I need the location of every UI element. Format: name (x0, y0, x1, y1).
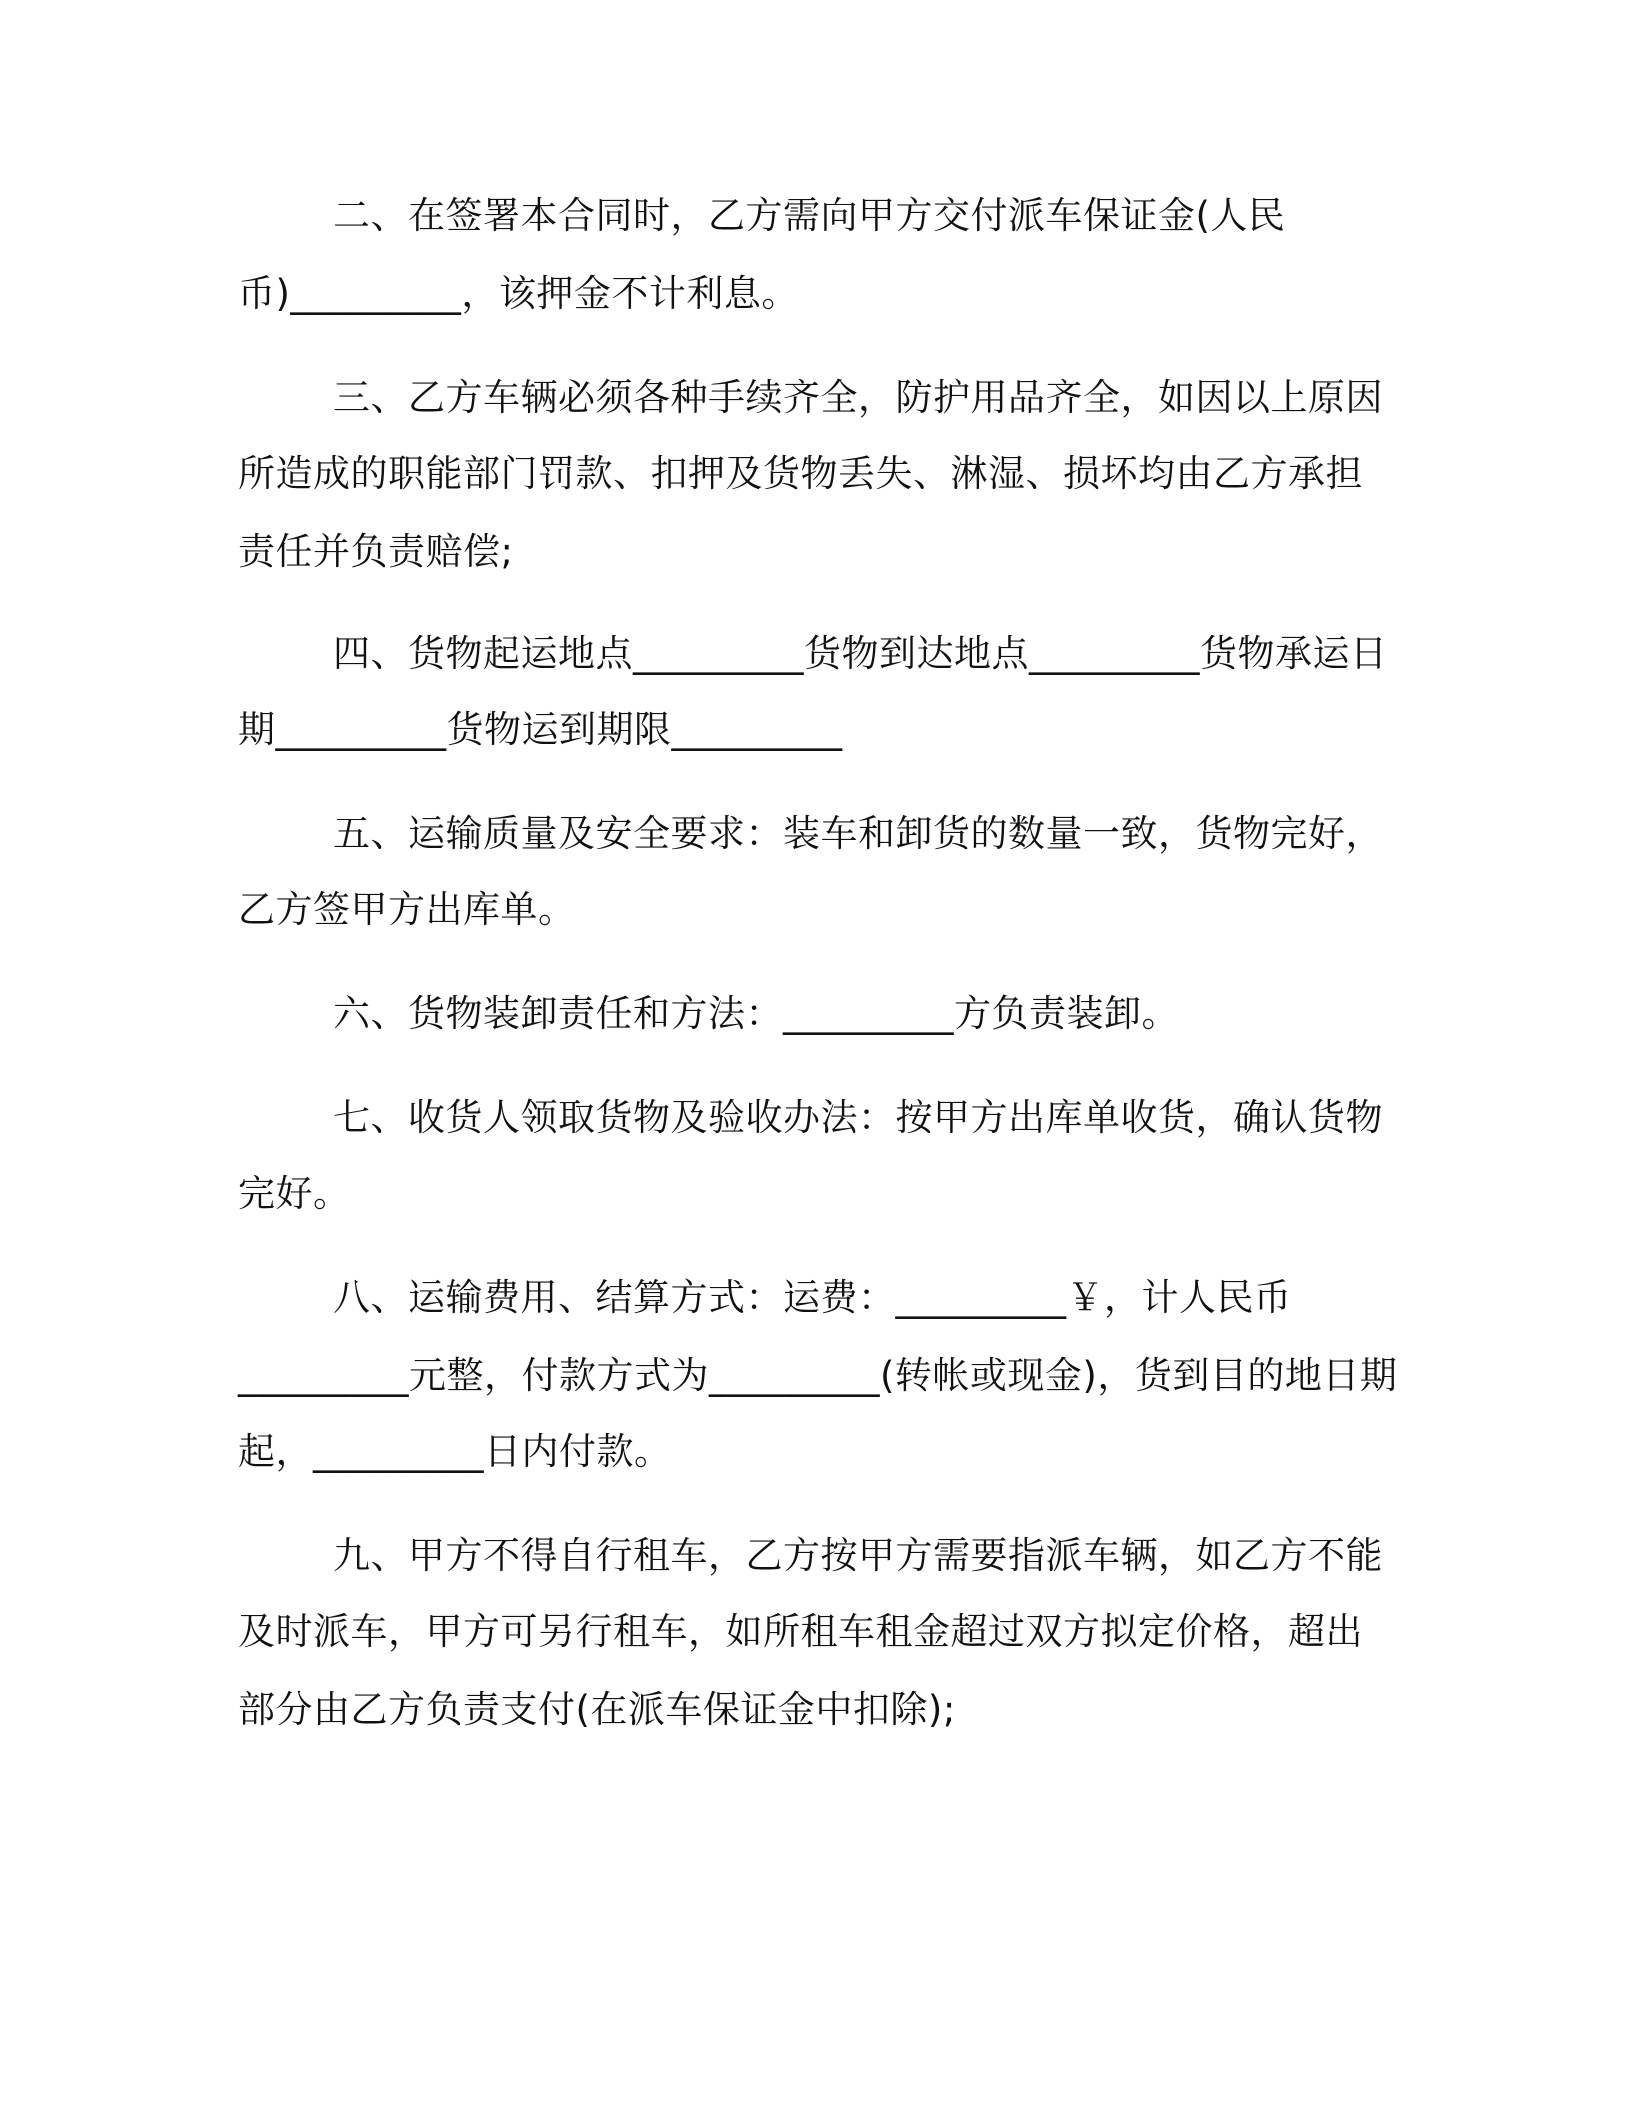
clause-5-line-1: 五、运输质量及安全要求：装车和卸货的数量一致，货物完好， (333, 812, 1383, 855)
clause-8-line-2: _________元整，付款方式为_________(转帐或现金)，货到目的地日期 (238, 1354, 1398, 1397)
clause-9-line-3: 部分由乙方负责支付(在派车保证金中扣除); (238, 1688, 956, 1731)
clause-9-line-2: 及时派车，甲方可另行租车，如所租车租金超过双方拟定价格，超出 (238, 1610, 1363, 1653)
clause-2-line-1: 二、在签署本合同时，乙方需向甲方交付派车保证金(人民 (333, 194, 1286, 237)
clause-4-line-1: 四、货物起运地点_________货物到达地点_________货物承运日 (333, 632, 1388, 675)
clause-3-line-1: 三、乙方车辆必须各种手续齐全，防护用品齐全，如因以上原因 (333, 376, 1383, 419)
clause-8-line-1: 八、运输费用、结算方式：运费：_________￥，计人民币 (333, 1276, 1292, 1319)
clause-9-line-1: 九、甲方不得自行租车，乙方按甲方需要指派车辆，如乙方不能 (333, 1534, 1383, 1577)
clause-8-line-3: 起，_________日内付款。 (238, 1430, 672, 1473)
clause-6-line-1: 六、货物装卸责任和方法：_________方负责装卸。 (333, 992, 1179, 1035)
clause-7-line-1: 七、收货人领取货物及验收办法：按甲方出库单收货，确认货物 (333, 1096, 1383, 1139)
clause-2-line-2: 币)_________，该押金不计利息。 (238, 272, 799, 315)
clause-7-line-2: 完好。 (238, 1172, 351, 1215)
clause-3-line-2: 所造成的职能部门罚款、扣押及货物丢失、淋湿、损坏均由乙方承担 (238, 452, 1363, 495)
clause-4-line-2: 期_________货物运到期限_________ (238, 708, 843, 751)
clause-5-line-2: 乙方签甲方出库单。 (238, 888, 576, 931)
clause-3-line-3: 责任并负责赔偿; (238, 530, 514, 573)
